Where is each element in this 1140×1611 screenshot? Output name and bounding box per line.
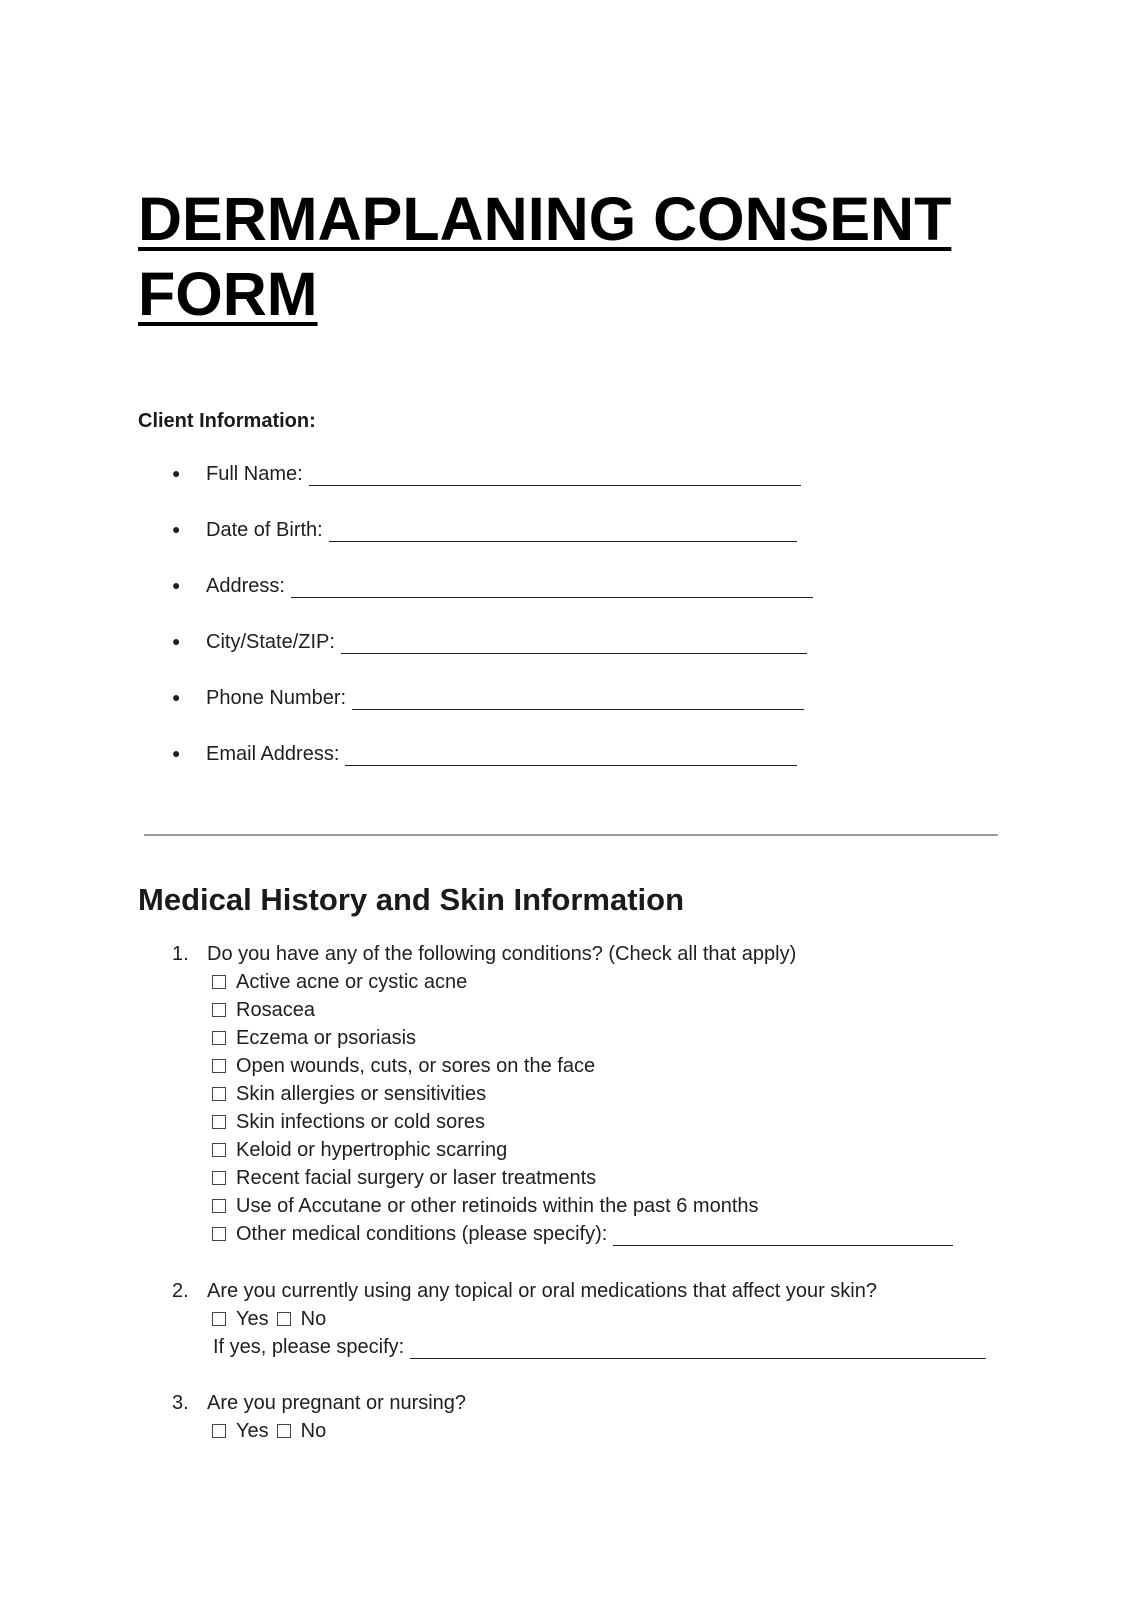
condition-option[interactable]	[172, 1080, 1012, 1108]
no-checkbox[interactable]	[277, 1312, 291, 1326]
condition-option[interactable]	[172, 1052, 1012, 1080]
question-2-row	[172, 1277, 1012, 1305]
specify-label: If yes, please specify:	[213, 1336, 405, 1358]
option-label: Rosacea	[236, 999, 315, 1021]
question-1-row	[172, 940, 1012, 968]
no-checkbox[interactable]	[277, 1424, 291, 1438]
question-text: Are you pregnant or nursing?	[207, 1392, 467, 1414]
option-label: Use of Accutane or other retinoids within the past 6 months	[236, 1195, 759, 1217]
bullet-icon: ●	[172, 745, 181, 761]
condition-option[interactable]	[172, 1164, 1012, 1192]
other-conditions-field[interactable]	[613, 1223, 953, 1246]
checkbox-icon[interactable]	[212, 1059, 226, 1073]
city-state-zip-label: City/State/ZIP:	[206, 631, 335, 653]
question-text: Do you have any of the following conditions? (Check all that apply)	[207, 943, 797, 965]
full-name-row	[172, 460, 892, 516]
option-label: Active acne or cystic acne	[236, 971, 468, 993]
checkbox-icon[interactable]	[212, 1003, 226, 1017]
question-2	[172, 1277, 1012, 1361]
section-divider	[144, 834, 998, 836]
question-3	[172, 1389, 1012, 1445]
condition-option[interactable]	[172, 1192, 1012, 1220]
checkbox-icon[interactable]	[212, 1171, 226, 1185]
phone-number-field[interactable]	[352, 687, 804, 710]
condition-option[interactable]	[172, 968, 1012, 996]
email-address-field[interactable]	[345, 743, 797, 766]
page-title: DERMAPLANING CONSENT FORM	[138, 185, 952, 328]
no-label: No	[300, 1308, 327, 1330]
question-1	[172, 940, 1012, 1248]
bullet-icon: ●	[172, 689, 181, 705]
email-address-row	[172, 740, 892, 796]
yes-no-options	[172, 1305, 1012, 1333]
option-label: Open wounds, cuts, or sores on the face	[236, 1055, 596, 1077]
condition-option[interactable]	[172, 1024, 1012, 1052]
question-text: Are you currently using any topical or oral medications that affect your skin?	[207, 1280, 877, 1302]
bullet-icon: ●	[172, 633, 181, 649]
question-3-row	[172, 1389, 1012, 1417]
no-label: No	[300, 1420, 327, 1442]
city-state-zip-row	[172, 628, 892, 684]
date-of-birth-field[interactable]	[329, 519, 797, 542]
condition-option[interactable]	[172, 996, 1012, 1024]
question-number: 1.	[172, 943, 189, 965]
address-row	[172, 572, 892, 628]
option-label: Skin allergies or sensitivities	[236, 1083, 487, 1105]
city-state-zip-field[interactable]	[341, 631, 807, 654]
yes-label: Yes	[236, 1308, 269, 1330]
medications-specify-field[interactable]	[410, 1336, 986, 1359]
option-label: Recent facial surgery or laser treatments	[236, 1167, 597, 1189]
phone-number-row	[172, 684, 892, 740]
yes-checkbox[interactable]	[212, 1424, 226, 1438]
email-address-label: Email Address:	[206, 743, 340, 765]
checkbox-icon[interactable]	[212, 1199, 226, 1213]
medications-specify-row	[172, 1333, 1012, 1361]
option-label: Other medical conditions (please specify):	[236, 1223, 608, 1245]
yes-checkbox[interactable]	[212, 1312, 226, 1326]
question-number: 2.	[172, 1280, 189, 1302]
bullet-icon: ●	[172, 465, 181, 481]
medical-history-heading: Medical History and Skin Information	[138, 882, 685, 917]
checkbox-icon[interactable]	[212, 1115, 226, 1129]
condition-option-other[interactable]	[172, 1220, 1012, 1248]
condition-option[interactable]	[172, 1136, 1012, 1164]
condition-option[interactable]	[172, 1108, 1012, 1136]
address-label: Address:	[206, 575, 285, 597]
full-name-field[interactable]	[309, 463, 801, 486]
phone-number-label: Phone Number:	[206, 687, 347, 709]
checkbox-icon[interactable]	[212, 975, 226, 989]
client-information-heading: Client Information:	[138, 410, 316, 432]
checkbox-icon[interactable]	[212, 1087, 226, 1101]
date-of-birth-label: Date of Birth:	[206, 519, 323, 541]
address-field[interactable]	[291, 575, 813, 598]
bullet-icon: ●	[172, 577, 181, 593]
option-label: Eczema or psoriasis	[236, 1027, 417, 1049]
date-of-birth-row	[172, 516, 892, 572]
checkbox-icon[interactable]	[212, 1031, 226, 1045]
question-number: 3.	[172, 1392, 189, 1414]
client-information-list	[172, 460, 892, 796]
yes-no-options	[172, 1417, 1012, 1445]
full-name-label: Full Name:	[206, 463, 303, 485]
option-label: Keloid or hypertrophic scarring	[236, 1139, 508, 1161]
checkbox-icon[interactable]	[212, 1227, 226, 1241]
bullet-icon: ●	[172, 521, 181, 537]
yes-label: Yes	[236, 1420, 269, 1442]
option-label: Skin infections or cold sores	[236, 1111, 486, 1133]
checkbox-icon[interactable]	[212, 1143, 226, 1157]
